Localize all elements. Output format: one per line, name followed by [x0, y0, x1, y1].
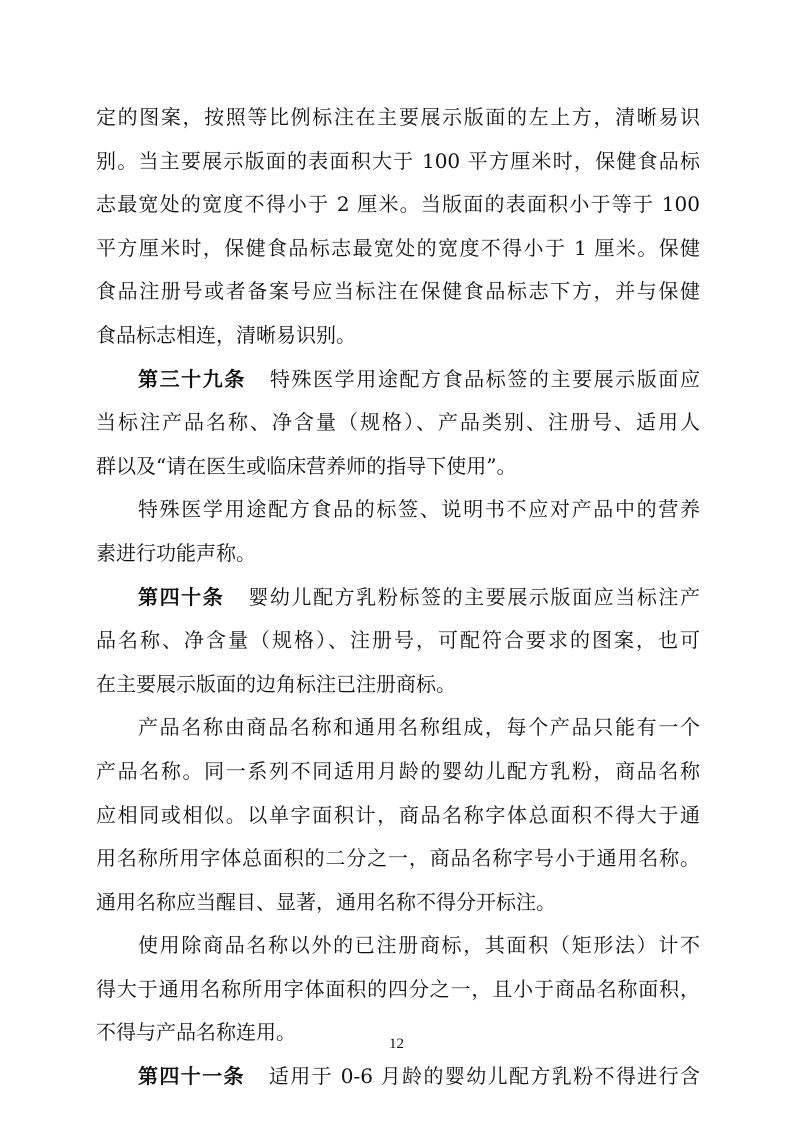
page-number: 12 — [389, 1036, 404, 1052]
text-line: 通用名称应当醒目、显著，通用名称不得分开标注。 — [96, 889, 556, 914]
text-line: 应相同或相似。以单字面积计，商品名称字体总面积不得大于通 — [96, 802, 700, 827]
text-line: 平方厘米时，保健食品标志最宽处的宽度不得小于 1 厘米。保健 — [96, 235, 700, 260]
text-line: 当标注产品名称、净含量（规格）、产品类别、注册号、适用人 — [96, 410, 700, 435]
text-line: 食品标志相连，清晰易识别。 — [96, 322, 356, 347]
article-number: 第三十九条 — [138, 366, 246, 391]
text-line: 素进行功能声称。 — [96, 540, 256, 565]
text-line: 使用除商品名称以外的已注册商标，其面积（矩形法）计不 — [138, 933, 700, 958]
text-line: 不得与产品名称连用。 — [96, 1020, 296, 1045]
article-number: 第四十一条 — [138, 1064, 245, 1089]
text-line: 群以及“请在医生或临床营养师的指导下使用”。 — [96, 453, 517, 478]
article-39-first-line — [96, 358, 700, 402]
text-line: 在主要展示版面的边角标注已注册商标。 — [96, 671, 456, 696]
article-number: 第四十条 — [138, 584, 225, 609]
text-line: 食品注册号或者备案号应当标注在保健食品标志下方，并与保健 — [96, 279, 700, 304]
article-41-first-line — [96, 1055, 700, 1099]
text-line: 特殊医学用途配方食品的标签、说明书不应对产品中的营养 — [138, 497, 700, 522]
text-line: 得大于通用名称所用字体面积的四分之一，且小于商品名称面积， — [96, 976, 700, 1001]
body-text — [96, 96, 700, 1099]
text-line: 品名称、净含量（规格）、注册号，可配符合要求的图案，也可 — [96, 628, 700, 653]
text-line: 产品名称由商品名称和通用名称组成，每个产品只能有一个 — [138, 715, 700, 740]
text-line: 志最宽处的宽度不得小于 2 厘米。当版面的表面积小于等于 100 — [96, 192, 700, 217]
article-text: 特殊医学用途配方食品标签的主要展示版面应 — [269, 366, 701, 391]
text-line: 产品名称。同一系列不同适用月龄的婴幼儿配方乳粉，商品名称 — [96, 758, 700, 783]
text-line: 用名称所用字体总面积的二分之一，商品名称字号小于通用名称。 — [96, 846, 700, 871]
text-line: 定的图案，按照等比例标注在主要展示版面的左上方，清晰易识 — [96, 105, 700, 129]
article-text: 婴幼儿配方乳粉标签的主要展示版面应当标注产 — [248, 584, 701, 609]
article-text: 适用于 0-6 月龄的婴幼儿配方乳粉不得进行含 — [268, 1064, 701, 1089]
text-line: 别。当主要展示版面的表面积大于 100 平方厘米时，保健食品标 — [96, 148, 700, 173]
article-40-first-line — [96, 576, 700, 620]
